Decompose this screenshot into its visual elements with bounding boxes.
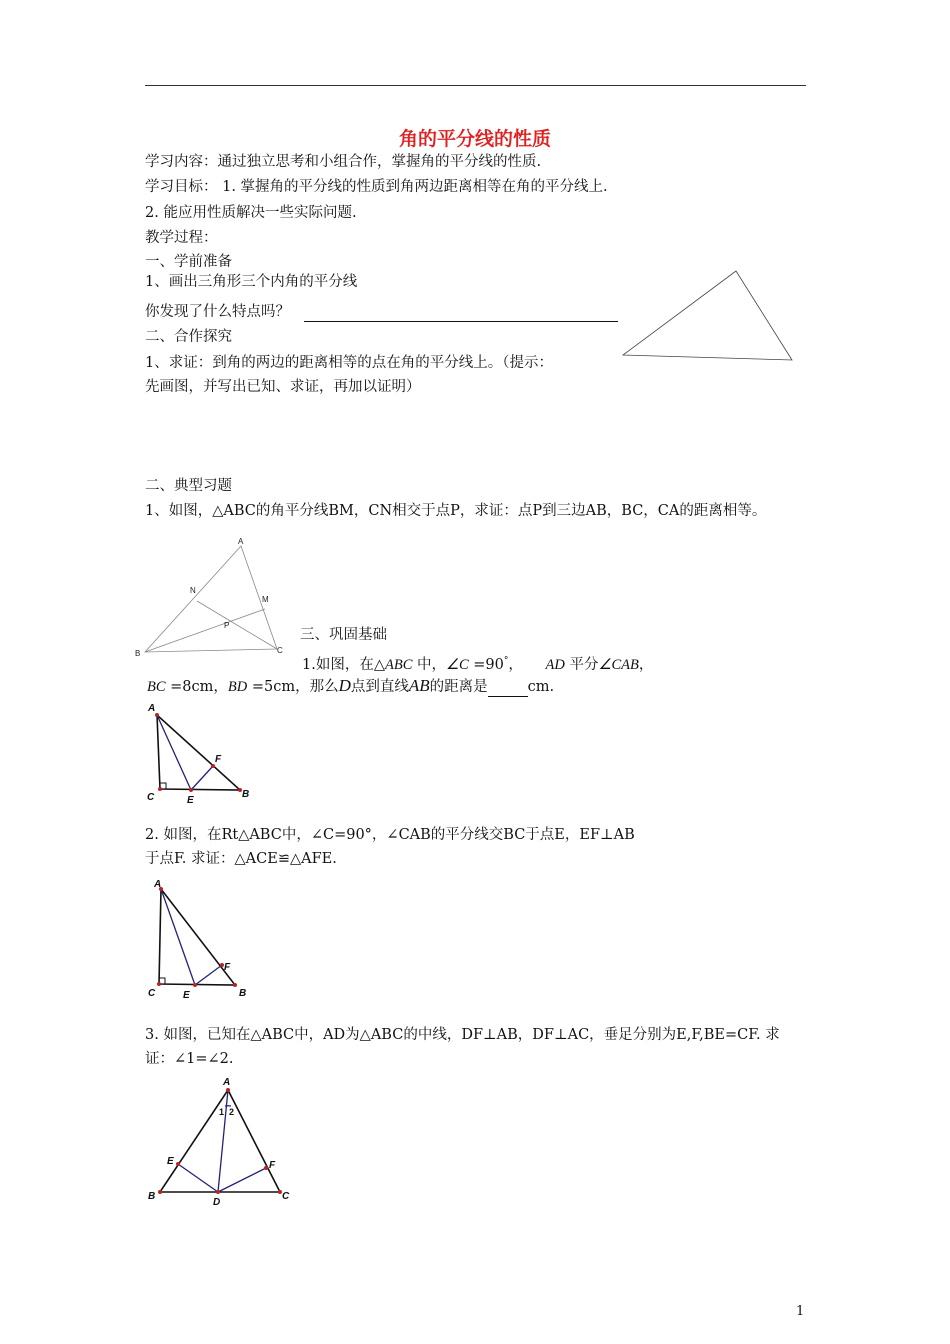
section-preparation: 一、学前准备 bbox=[145, 254, 232, 270]
p1-text-a: 1.如图，在△ bbox=[302, 656, 385, 673]
label-p: P bbox=[224, 621, 230, 630]
question-feature bbox=[145, 302, 618, 322]
practice-1-line1 bbox=[302, 651, 653, 675]
p1-ninety: =90 bbox=[468, 656, 504, 673]
label-c: C bbox=[282, 1191, 290, 1202]
learning-content: 学习内容：通过独立思考和小组合作，掌握角的平分线的性质. bbox=[145, 154, 542, 170]
label-e: E bbox=[183, 990, 190, 1001]
label-f: F bbox=[215, 754, 222, 765]
figure-typical-1 bbox=[135, 535, 295, 665]
p1-point-d: D bbox=[338, 676, 351, 695]
label-e: E bbox=[187, 795, 194, 806]
section-cooperative: 二、合作探究 bbox=[145, 329, 232, 345]
figure-practice-2 bbox=[145, 875, 265, 1005]
p1-angle-c: ∠C bbox=[446, 656, 469, 673]
p1-bd-value: =5cm，那么 bbox=[247, 679, 339, 695]
label-a: A bbox=[154, 879, 162, 890]
p1-comma-2: ， bbox=[638, 656, 654, 673]
label-b: B bbox=[148, 1191, 156, 1202]
p1-comma: ， bbox=[508, 656, 528, 673]
p1-abc: ABC bbox=[385, 656, 413, 673]
task-draw-bisectors: 1、画出三角形三个内角的平分线 bbox=[145, 274, 358, 290]
p1-bd: BD bbox=[227, 679, 248, 695]
typical-problem-1: 1、如图，△ABC的角平分线BM，CN相交于点P，求证：点P到三边AB，BC，CA的距离相等。 bbox=[145, 503, 767, 519]
teaching-process-heading: 教学过程： bbox=[145, 230, 218, 246]
p1-line-ab: AB bbox=[408, 676, 430, 695]
section-consolidate: 三、巩固基础 bbox=[300, 627, 387, 643]
label-a: A bbox=[223, 1077, 231, 1088]
figure-practice-1 bbox=[145, 700, 265, 810]
label-c: C bbox=[148, 988, 156, 999]
label-a: A bbox=[148, 703, 156, 714]
label-n: N bbox=[190, 586, 196, 595]
label-c: C bbox=[147, 792, 155, 803]
angle-1-label: 1 bbox=[219, 1107, 225, 1117]
answer-blank-distance[interactable] bbox=[488, 682, 528, 697]
label-b: B bbox=[242, 789, 250, 800]
p1-bc: BC bbox=[147, 679, 166, 695]
angle-2-label: 2 bbox=[229, 1107, 235, 1117]
practice-3-line1: 3. 如图，已知在△ABC中，AD为△ABC的中线，DF⊥AB，DF⊥AC，垂足分别为E,F,BE=CF. 求 bbox=[145, 1027, 780, 1043]
question-feature-text: 你发现了什么特点吗？ bbox=[145, 304, 290, 320]
p1-distance-is: 的距离是 bbox=[429, 679, 488, 695]
label-a: A bbox=[238, 537, 244, 546]
page-number: 1 bbox=[796, 1304, 805, 1319]
label-m: M bbox=[262, 595, 269, 604]
answer-blank-feature[interactable] bbox=[304, 307, 618, 322]
practice-1-line2 bbox=[147, 676, 554, 697]
label-e: E bbox=[167, 1156, 174, 1167]
section-typical: 二、典型习题 bbox=[145, 478, 232, 494]
page-title: 角的平分线的性质 bbox=[398, 128, 551, 150]
label-f: F bbox=[224, 962, 231, 973]
figure-practice-3 bbox=[145, 1072, 305, 1212]
p1-bc-value: =8cm， bbox=[165, 679, 228, 695]
p1-unit: cm. bbox=[527, 679, 555, 695]
p1-degree: ° bbox=[503, 656, 509, 666]
p1-ad: AD bbox=[545, 656, 565, 673]
learning-goal-2: 2. 能应用性质解决一些实际问题. bbox=[145, 205, 357, 221]
p1-bisects: 平分 bbox=[564, 656, 599, 673]
practice-3-line2: 证：∠1=∠2. bbox=[145, 1051, 234, 1067]
label-c: C bbox=[277, 646, 283, 655]
label-b: B bbox=[239, 988, 247, 999]
proof-task: 1、求证：到角的两边的距离相等的点在角的平分线上。（提示： bbox=[145, 355, 553, 371]
label-f: F bbox=[269, 1160, 276, 1171]
label-d: D bbox=[213, 1197, 221, 1208]
learning-goal-1: 学习目标： 1. 掌握角的平分线的性质到角两边距离相等在角的平分线上. bbox=[145, 179, 608, 195]
practice-2-line2: 于点F. 求证：△ACE≌△AFE. bbox=[145, 851, 337, 867]
practice-2-line1: 2. 如图，在Rt△ABC中，∠C=90°，∠CAB的平分线交BC于点E，EF⊥AB bbox=[145, 827, 635, 843]
p1-to-line: 点到直线 bbox=[350, 679, 409, 695]
p1-angle-cab: ∠CAB bbox=[598, 656, 639, 673]
top-rule bbox=[145, 85, 806, 86]
label-b: B bbox=[135, 649, 141, 658]
proof-task-cont: 先画图，并写出已知、求证，再加以证明） bbox=[145, 379, 421, 395]
p1-text-b: 中， bbox=[412, 656, 446, 673]
